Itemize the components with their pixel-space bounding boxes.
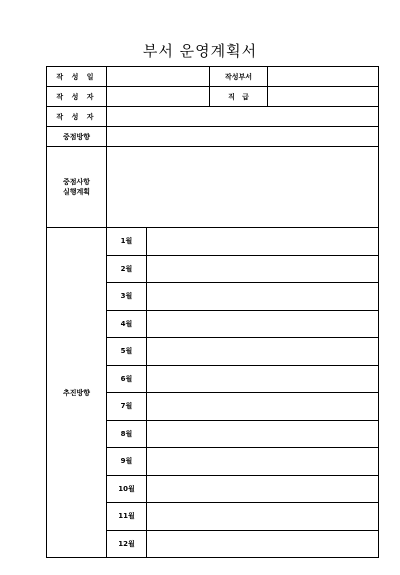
month-label: 10월: [107, 475, 147, 503]
focus-items-label-line1: 중점사항: [62, 178, 91, 186]
author-field[interactable]: [107, 87, 210, 107]
author2-field[interactable]: [107, 107, 379, 127]
focus-items-label-line2: 실행계획: [62, 188, 91, 196]
author-label: 작 성 자: [47, 87, 107, 107]
month-plan-field[interactable]: [147, 310, 379, 338]
department-label: 작성부서: [210, 67, 268, 87]
rank-label: 직 급: [210, 87, 268, 107]
month-label: 8월: [107, 420, 147, 448]
month-label: 2월: [107, 255, 147, 283]
month-plan-field[interactable]: [147, 530, 379, 558]
row-author-rank: [47, 87, 379, 107]
row-focus-items: [47, 147, 379, 228]
month-label: 11월: [107, 503, 147, 531]
month-label: 5월: [107, 338, 147, 366]
month-label: 6월: [107, 365, 147, 393]
written-date-field[interactable]: [107, 67, 210, 87]
row-author2: [47, 107, 379, 127]
plan-form-table: [46, 66, 379, 558]
department-field[interactable]: [268, 67, 379, 87]
focus-items-field[interactable]: [107, 147, 379, 228]
month-label: 3월: [107, 283, 147, 311]
month-label: 4월: [107, 310, 147, 338]
month-plan-field[interactable]: [147, 338, 379, 366]
month-plan-field[interactable]: [147, 393, 379, 421]
author2-label: 작 성 자: [47, 107, 107, 127]
document-title: 부서 운영계획서: [142, 42, 258, 60]
month-label: 12월: [107, 530, 147, 558]
month-label: 7월: [107, 393, 147, 421]
written-date-label: 작 성 일: [47, 67, 107, 87]
focus-direction-field[interactable]: [107, 127, 379, 147]
month-label: 9월: [107, 448, 147, 476]
focus-direction-label: 중점방향: [47, 127, 107, 147]
month-plan-field[interactable]: [147, 475, 379, 503]
month-plan-field[interactable]: [147, 448, 379, 476]
month-row: [47, 228, 379, 256]
row-focus-direction: [47, 127, 379, 147]
rank-field[interactable]: [268, 87, 379, 107]
month-plan-field[interactable]: [147, 365, 379, 393]
progress-direction-label: 추진방향: [47, 228, 107, 558]
focus-items-label: [47, 147, 107, 228]
month-plan-field[interactable]: [147, 420, 379, 448]
row-date-department: [47, 67, 379, 87]
month-plan-field[interactable]: [147, 283, 379, 311]
month-plan-field[interactable]: [147, 255, 379, 283]
month-plan-field[interactable]: [147, 503, 379, 531]
month-plan-field[interactable]: [147, 228, 379, 256]
month-label: 1월: [107, 228, 147, 256]
